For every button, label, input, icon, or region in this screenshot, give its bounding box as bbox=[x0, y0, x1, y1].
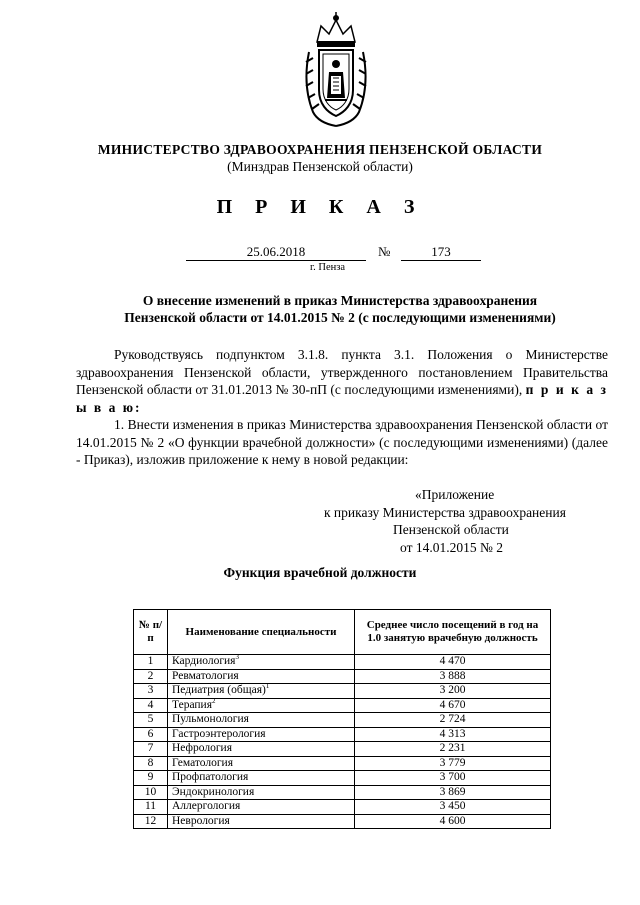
item-text: Внести изменения в приказ Министерства здравоохранения Пензенской области от 14.01.2015 № 2 «О функции врачебной должности» (с последующими изменениями) (далее - Приказ), изложив приложение к нему в новой редакции: bbox=[76, 417, 608, 467]
specialty-name: Гематология bbox=[172, 756, 234, 769]
footnote-marker: 1 bbox=[265, 682, 270, 691]
table-row bbox=[134, 669, 551, 684]
document-type-title: П Р И К А З bbox=[216, 196, 424, 218]
row-number: 9 bbox=[134, 771, 168, 786]
visits-value: 3 700 bbox=[355, 771, 551, 786]
row-number: 4 bbox=[134, 698, 168, 713]
row-number: 2 bbox=[134, 669, 168, 684]
visits-value: 3 200 bbox=[355, 684, 551, 699]
order-date: 25.06.2018 bbox=[186, 243, 366, 261]
row-number: 1 bbox=[134, 655, 168, 670]
specialty-name-cell bbox=[168, 655, 355, 670]
order-number: 173 bbox=[401, 243, 481, 261]
row-number: 8 bbox=[134, 756, 168, 771]
table-title: Функция врачебной должности bbox=[223, 565, 417, 580]
table-row bbox=[134, 800, 551, 815]
specialty-name: Ревматология bbox=[172, 669, 239, 682]
visits-value: 4 670 bbox=[355, 698, 551, 713]
specialty-name-cell bbox=[168, 698, 355, 713]
specialty-name: Гастроэнтерология bbox=[172, 727, 266, 740]
specialty-name-cell bbox=[168, 800, 355, 815]
appendix-line-4: от 14.01.2015 № 2 bbox=[400, 539, 503, 555]
order-heading bbox=[60, 292, 620, 326]
ministry-short-name: (Минздрав Пензенской области) bbox=[227, 159, 413, 174]
specialty-name-cell bbox=[168, 756, 355, 771]
table-row bbox=[134, 655, 551, 670]
order-heading-line-2: Пензенской области от 14.01.2015 № 2 (с последующими изменениями) bbox=[124, 310, 556, 325]
specialty-name: Профпатология bbox=[172, 771, 249, 784]
table-row bbox=[134, 756, 551, 771]
footnote-marker: 2 bbox=[212, 696, 216, 705]
row-number: 10 bbox=[134, 785, 168, 800]
ministry-name: МИНИСТЕРСТВО ЗДРАВООХРАНЕНИЯ ПЕНЗЕНСКОЙ ОБЛАСТИ bbox=[97, 142, 543, 157]
specialty-name-cell bbox=[168, 669, 355, 684]
appendix-line-3: Пензенской области bbox=[393, 522, 509, 537]
visits-value: 4 600 bbox=[355, 814, 551, 829]
specialty-name: Нефрология bbox=[172, 742, 232, 755]
penza-coat-of-arms-icon bbox=[303, 12, 369, 130]
specialty-name-cell bbox=[168, 771, 355, 786]
table-row bbox=[134, 684, 551, 699]
visits-value: 3 450 bbox=[355, 800, 551, 815]
appendix-line-2: к приказу Министерства здравоохранения bbox=[324, 504, 566, 520]
specialty-table bbox=[133, 609, 551, 829]
specialty-name: Пульмонология bbox=[172, 713, 249, 726]
order-heading-line-1: О внесение изменений в приказ Министерства здравоохранения bbox=[142, 293, 538, 308]
row-number: 12 bbox=[134, 814, 168, 829]
specialty-name-cell bbox=[168, 785, 355, 800]
specialty-name: Неврология bbox=[172, 814, 230, 827]
header-num: № п/п bbox=[134, 610, 168, 655]
item-number: 1. bbox=[114, 417, 125, 432]
issue-city: г. Пенза bbox=[310, 262, 346, 273]
header-value: Среднее число посещений в год на 1.0 занятую врачебную должность bbox=[355, 610, 551, 655]
visits-value: 3 888 bbox=[355, 669, 551, 684]
visits-value: 4 313 bbox=[355, 727, 551, 742]
paragraph-item-1 bbox=[76, 416, 608, 469]
paragraph-basis bbox=[76, 346, 608, 416]
visits-value: 3 869 bbox=[355, 785, 551, 800]
appendix-line-1: «Приложение bbox=[415, 487, 495, 502]
specialty-name-cell bbox=[168, 814, 355, 829]
table-row bbox=[134, 771, 551, 786]
visits-value: 2 724 bbox=[355, 713, 551, 728]
table-row bbox=[134, 713, 551, 728]
visits-value: 4 470 bbox=[355, 655, 551, 670]
specialty-name: Кардиология bbox=[172, 655, 236, 668]
table-row bbox=[134, 814, 551, 829]
specialty-name: Педиатрия (общая) bbox=[172, 684, 266, 697]
row-number: 6 bbox=[134, 727, 168, 742]
table-row bbox=[134, 727, 551, 742]
row-number: 3 bbox=[134, 684, 168, 699]
table-row bbox=[134, 785, 551, 800]
specialty-name-cell bbox=[168, 727, 355, 742]
row-number: 5 bbox=[134, 713, 168, 728]
header-name: Наименование специальности bbox=[168, 610, 355, 655]
specialty-name: Терапия bbox=[172, 698, 212, 711]
row-number: 11 bbox=[134, 800, 168, 815]
specialty-name: Аллергология bbox=[172, 800, 241, 813]
table-row bbox=[134, 742, 551, 757]
specialty-name: Эндокринология bbox=[172, 785, 255, 798]
row-number: 7 bbox=[134, 742, 168, 757]
specialty-name-cell bbox=[168, 742, 355, 757]
footnote-marker: 3 bbox=[235, 653, 239, 662]
visits-value: 3 779 bbox=[355, 756, 551, 771]
order-command: п р и к а з ы в а ю: bbox=[76, 382, 608, 415]
table-row bbox=[134, 698, 551, 713]
table-header-row bbox=[134, 610, 551, 655]
number-sign: № bbox=[378, 244, 391, 259]
visits-value: 2 231 bbox=[355, 742, 551, 757]
specialty-name-cell bbox=[168, 684, 355, 699]
appendix-block bbox=[300, 486, 640, 556]
paragraph-basis-text: Руководствуясь подпунктом 3.1.8. пункта 3.1. Положения о Министерстве здравоохранения Пензенской области, утвержденного постановлением Правительства Пензенской области от 31.01.2013 № 30-пП (с последующими изменениями), bbox=[76, 347, 608, 397]
specialty-name-cell bbox=[168, 713, 355, 728]
